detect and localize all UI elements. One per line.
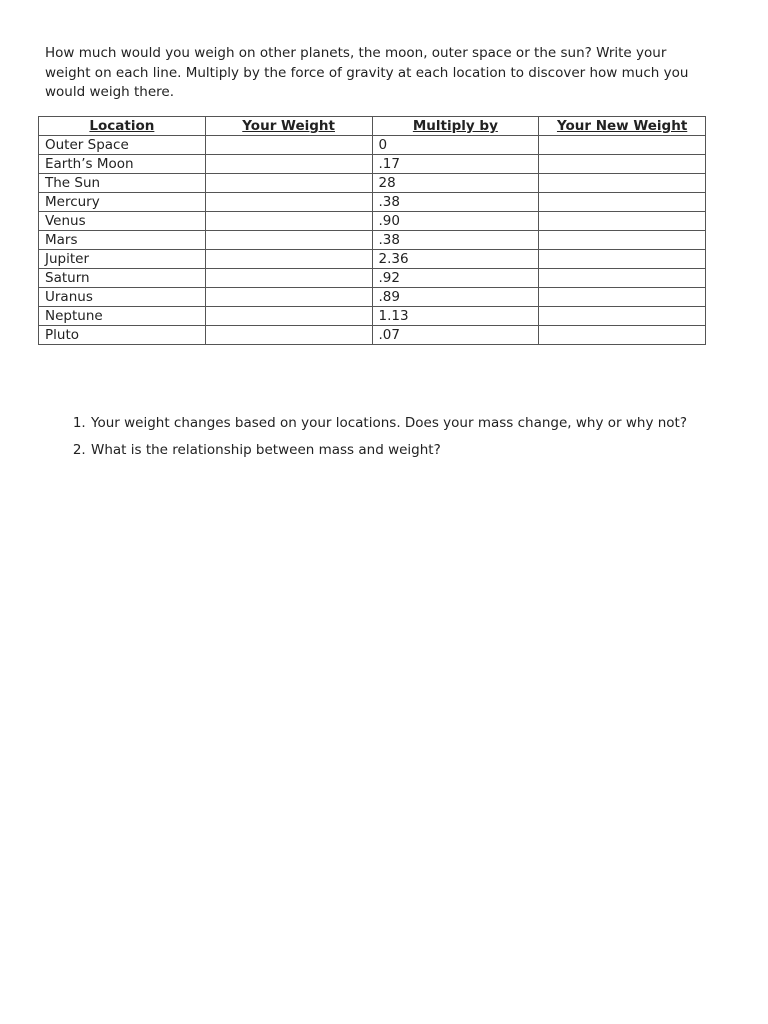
new-weight-cell[interactable]	[539, 326, 706, 345]
table-row	[39, 155, 706, 174]
new-weight-cell[interactable]	[539, 136, 706, 155]
multiplier-cell: .07	[372, 326, 539, 345]
question-item: 1. Your weight changes based on your locations. Does your mass change, why or why not?	[90, 414, 768, 433]
table-row	[39, 250, 706, 269]
your-weight-cell[interactable]	[205, 269, 372, 288]
new-weight-cell[interactable]	[539, 269, 706, 288]
your-weight-cell[interactable]	[205, 326, 372, 345]
new-weight-cell[interactable]	[539, 174, 706, 193]
question-item: 2. What is the relationship between mass and weight?	[90, 441, 768, 460]
your-weight-cell[interactable]	[205, 231, 372, 250]
location-cell: Saturn	[39, 269, 206, 288]
your-weight-cell[interactable]	[205, 193, 372, 212]
table-row	[39, 193, 706, 212]
your-weight-cell[interactable]	[205, 136, 372, 155]
header-multiply-by: Multiply by	[372, 117, 539, 136]
your-weight-cell[interactable]	[205, 212, 372, 231]
location-cell: Jupiter	[39, 250, 206, 269]
multiplier-cell: 28	[372, 174, 539, 193]
your-weight-cell[interactable]	[205, 250, 372, 269]
table-row	[39, 326, 706, 345]
your-weight-cell[interactable]	[205, 155, 372, 174]
location-cell: Mercury	[39, 193, 206, 212]
location-cell: Pluto	[39, 326, 206, 345]
location-cell: Earth’s Moon	[39, 155, 206, 174]
new-weight-cell[interactable]	[539, 307, 706, 326]
your-weight-cell[interactable]	[205, 288, 372, 307]
multiplier-cell: 1.13	[372, 307, 539, 326]
header-your-weight: Your Weight	[205, 117, 372, 136]
location-cell: Outer Space	[39, 136, 206, 155]
new-weight-cell[interactable]	[539, 231, 706, 250]
table-row	[39, 231, 706, 250]
location-cell: Neptune	[39, 307, 206, 326]
table-row	[39, 212, 706, 231]
table-row	[39, 136, 706, 155]
intro-paragraph: How much would you weigh on other planets, the moon, outer space or the sun? Write your weight on each line. Multiply by the force of gravity at each location to discover how much you would weigh there.	[45, 45, 689, 100]
weight-table	[38, 116, 706, 345]
table-row	[39, 288, 706, 307]
location-cell: Venus	[39, 212, 206, 231]
table-header-row	[39, 117, 706, 136]
table-row	[39, 307, 706, 326]
location-cell: Mars	[39, 231, 206, 250]
header-new-weight: Your New Weight	[539, 117, 706, 136]
multiplier-cell: 0	[372, 136, 539, 155]
multiplier-cell: .38	[372, 231, 539, 250]
multiplier-cell: .92	[372, 269, 539, 288]
new-weight-cell[interactable]	[539, 250, 706, 269]
your-weight-cell[interactable]	[205, 174, 372, 193]
multiplier-cell: .90	[372, 212, 539, 231]
table-row	[39, 269, 706, 288]
table-row	[39, 174, 706, 193]
new-weight-cell[interactable]	[539, 155, 706, 174]
location-cell: Uranus	[39, 288, 206, 307]
location-cell: The Sun	[39, 174, 206, 193]
multiplier-cell: .38	[372, 193, 539, 212]
your-weight-cell[interactable]	[205, 307, 372, 326]
new-weight-cell[interactable]	[539, 212, 706, 231]
new-weight-cell[interactable]	[539, 193, 706, 212]
header-location: Location	[39, 117, 206, 136]
multiplier-cell: .17	[372, 155, 539, 174]
new-weight-cell[interactable]	[539, 288, 706, 307]
multiplier-cell: .89	[372, 288, 539, 307]
question-list	[45, 414, 768, 468]
multiplier-cell: 2.36	[372, 250, 539, 269]
